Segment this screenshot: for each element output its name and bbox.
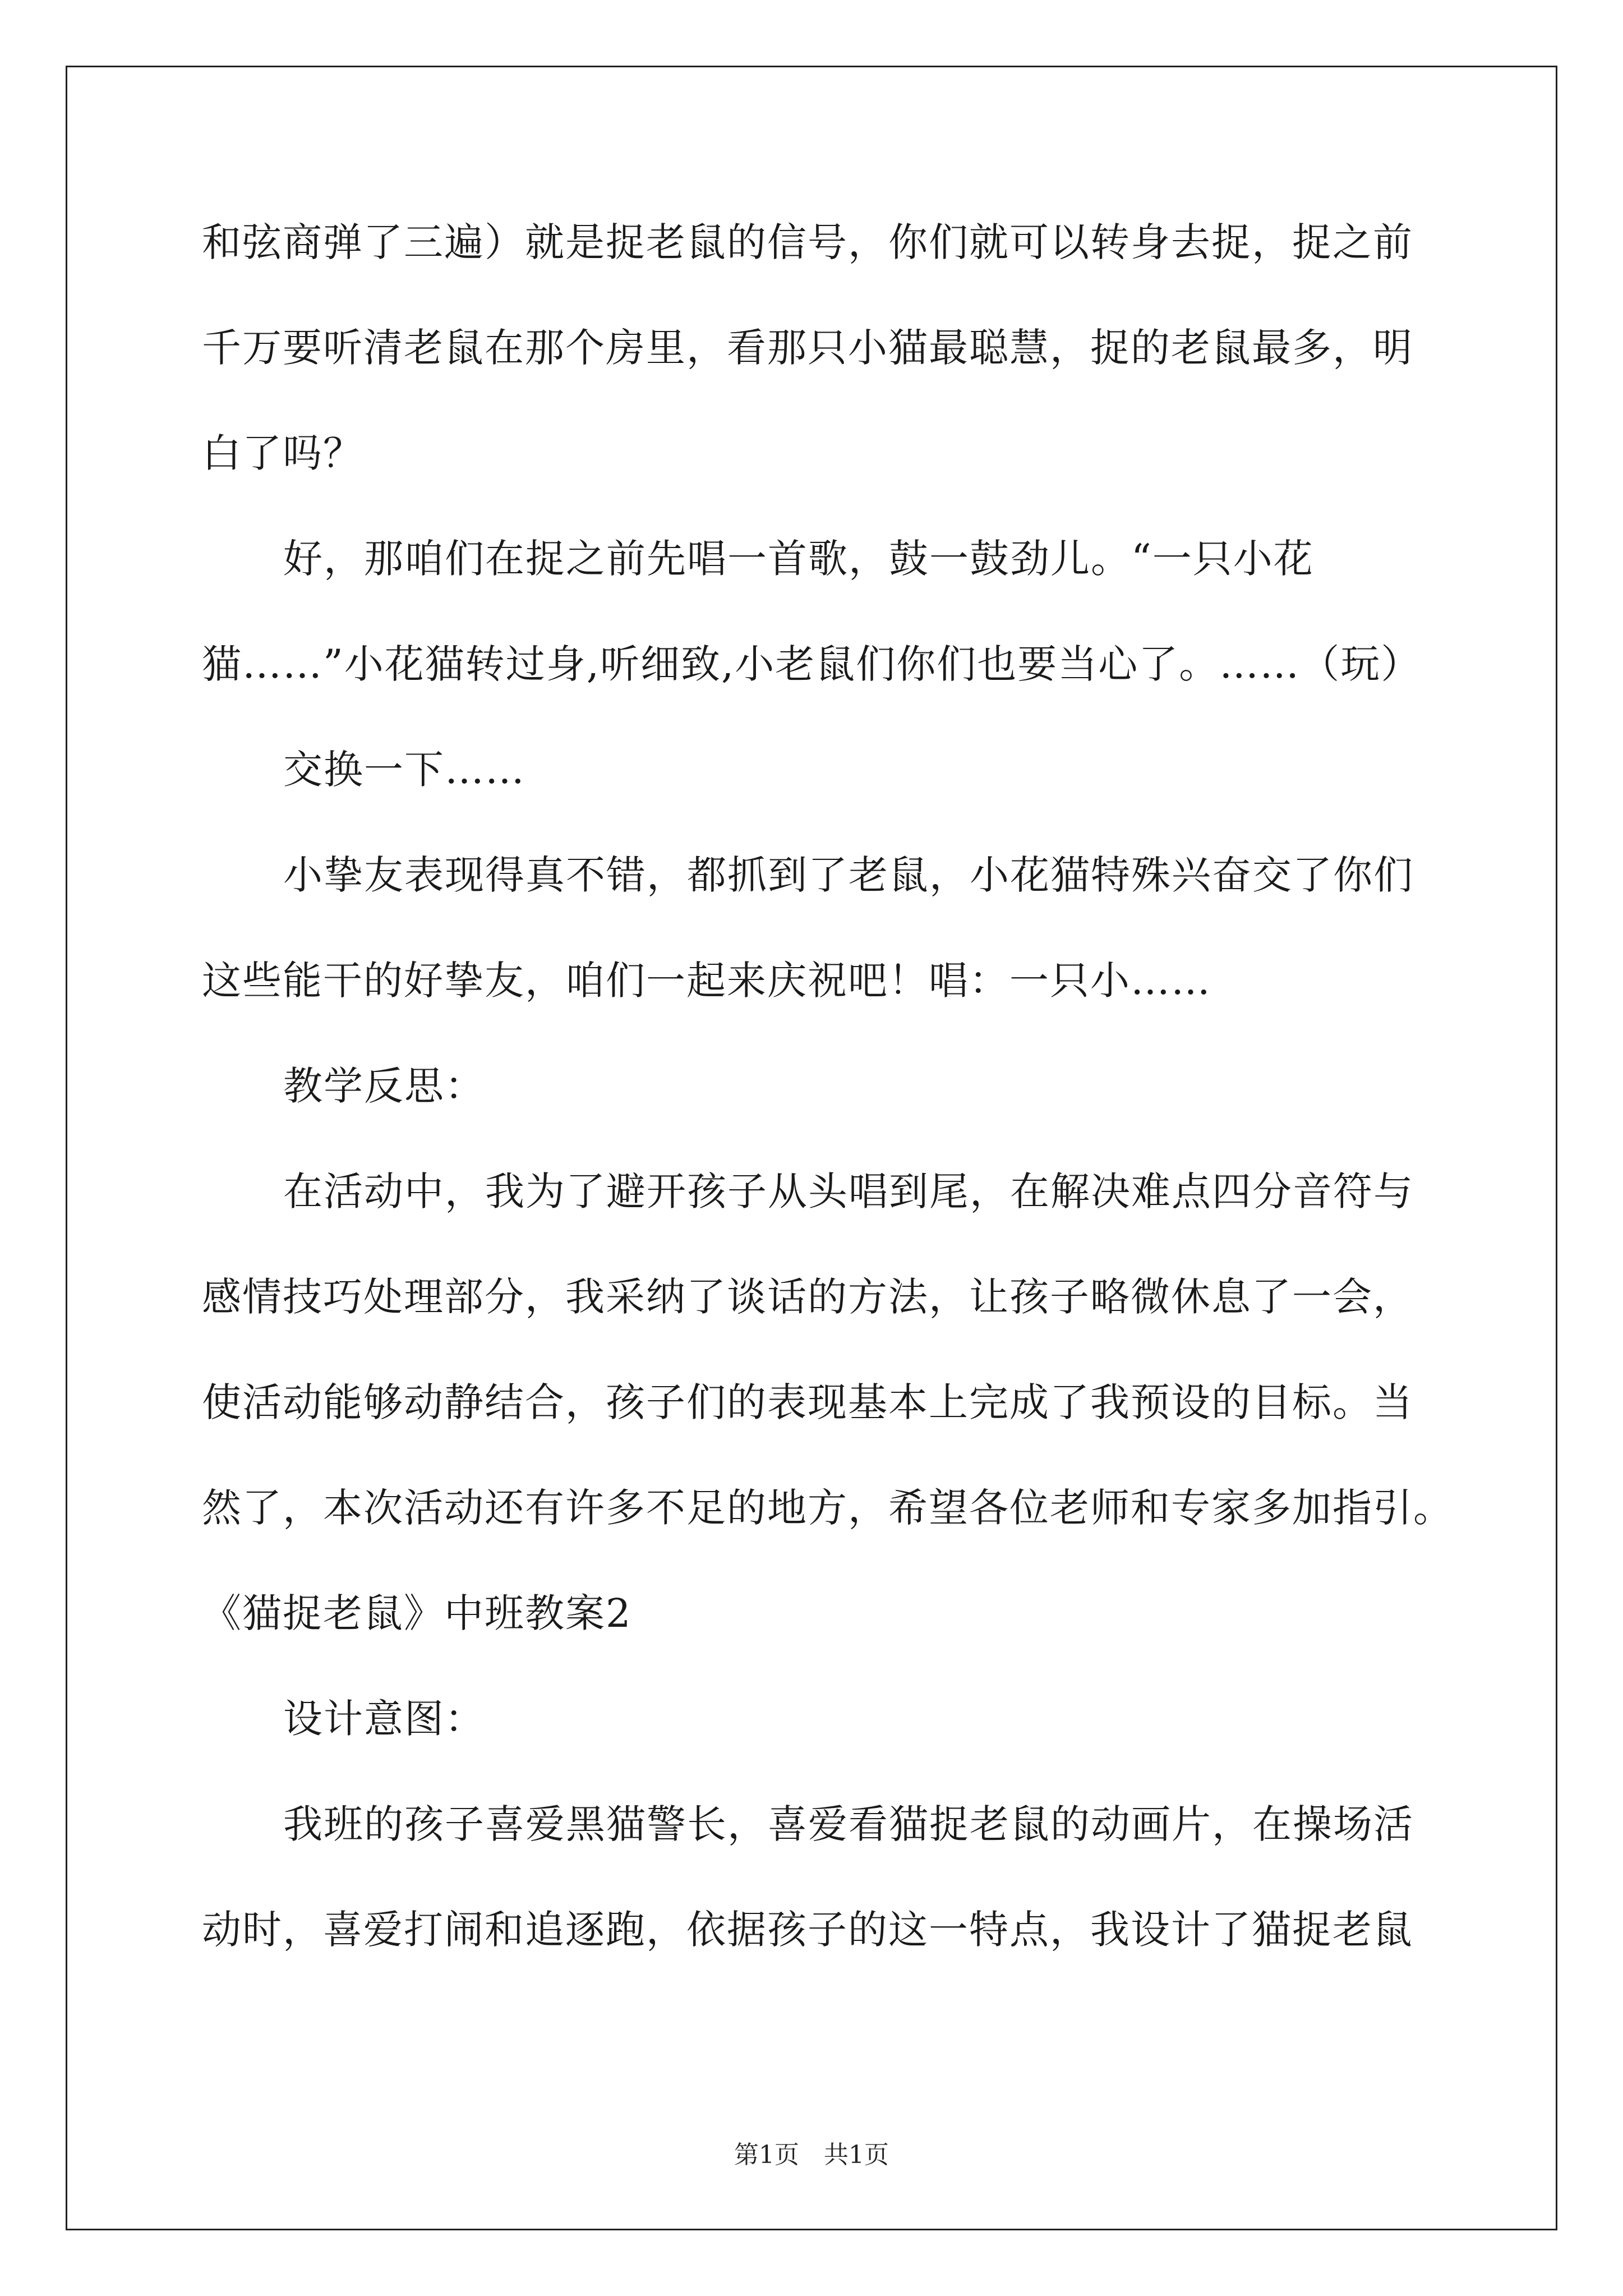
text-line: 感情技巧处理部分，我采纳了谈话的方法，让孩子略微休息了一会， — [202, 1274, 1413, 1320]
text-line: 然了，本次活动还有许多不足的地方，希望各位老师和专家多加指引。 — [202, 1485, 1454, 1531]
text-line: 白了吗？ — [202, 430, 363, 476]
text-line: 交换一下…… — [283, 747, 525, 793]
text-line: 使活动能够动静结合，孩子们的表现基本上完成了我预设的目标。当 — [202, 1379, 1413, 1425]
text-line: 这些能干的好挚友，咱们一起来庆祝吧！唱：一只小…… — [202, 958, 1211, 1004]
text-line: 设计意图： — [283, 1696, 485, 1742]
text-line: 在活动中，我为了避开孩子从头唱到尾，在解决难点四分音符与 — [283, 1168, 1414, 1214]
text-line: 和弦商弹了三遍）就是捉老鼠的信号，你们就可以转身去捉，捉之前 — [202, 219, 1413, 265]
text-line: 千万要听清老鼠在那个房里，看那只小猫最聪慧，捉的老鼠最多，明 — [202, 325, 1413, 371]
text-line: 《猫捉老鼠》中班教案2 — [202, 1590, 632, 1636]
text-line: 动时，喜爱打闹和追逐跑，依据孩子的这一特点，我设计了猫捉老鼠 — [202, 1907, 1413, 1953]
text-line: 我班的孩子喜爱黑猫警长，喜爱看猫捉老鼠的动画片，在操场活 — [283, 1801, 1414, 1847]
text-line: 小挚友表现得真不错，都抓到了老鼠，小花猫特殊兴奋交了你们 — [283, 852, 1414, 898]
text-line: 好，那咱们在捉之前先唱一首歌，鼓一鼓劲儿。“一只小花 — [283, 536, 1314, 582]
page-footer: 第1页 共1页 — [734, 2141, 889, 2169]
text-line: 教学反思： — [283, 1063, 485, 1109]
text-line: 猫……”小花猫转过身,听细致,小老鼠们你们也要当心了。……（玩） — [202, 641, 1422, 687]
